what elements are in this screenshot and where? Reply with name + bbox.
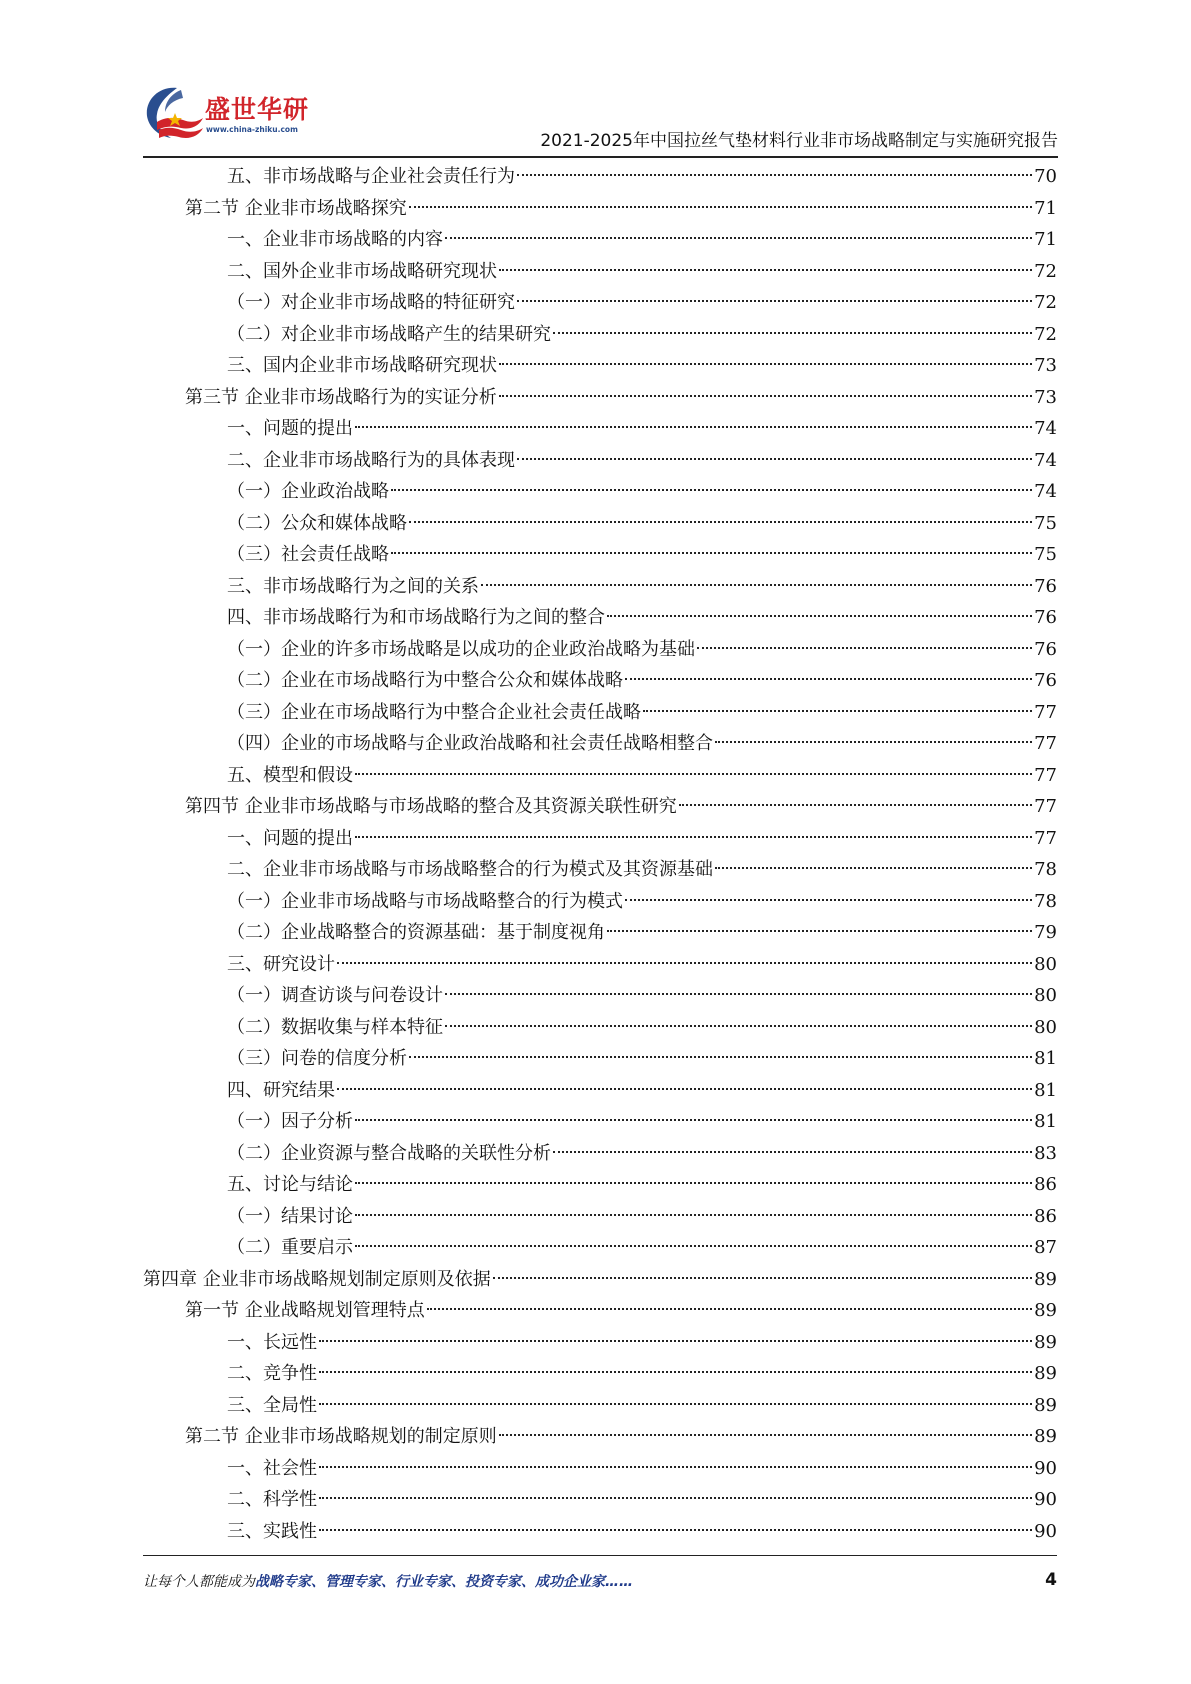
toc-leader-dots bbox=[715, 741, 1032, 743]
toc-entry-page: 80 bbox=[1034, 1016, 1057, 1038]
toc-entry-page: 72 bbox=[1034, 292, 1057, 313]
toc-entry-page: 79 bbox=[1034, 922, 1057, 943]
toc-entry-title: 五、讨论与结论 bbox=[227, 1174, 353, 1195]
toc-entry-page: 74 bbox=[1034, 449, 1057, 471]
toc-entry-title: 五、非市场战略与企业社会责任行为 bbox=[227, 166, 515, 187]
toc-entry[interactable] bbox=[143, 539, 1057, 571]
toc-leader-dots bbox=[499, 363, 1032, 365]
toc-leader-dots bbox=[715, 867, 1032, 869]
toc-leader-dots bbox=[391, 489, 1032, 491]
toc-entry[interactable] bbox=[143, 949, 1057, 981]
toc-entry[interactable] bbox=[143, 1075, 1057, 1107]
logo-swoosh-icon bbox=[143, 82, 207, 144]
toc-entry[interactable] bbox=[143, 980, 1057, 1012]
toc-entry[interactable] bbox=[143, 1453, 1057, 1485]
toc-entry-page: 71 bbox=[1034, 197, 1057, 219]
toc-entry-page: 90 bbox=[1034, 1520, 1057, 1542]
toc-entry-page: 71 bbox=[1034, 229, 1057, 250]
toc-entry-title: （二）数据收集与样本特征 bbox=[227, 1016, 443, 1038]
footer-slogan-prefix: 让每个人都能成为 bbox=[143, 1574, 255, 1590]
toc-entry[interactable] bbox=[143, 382, 1057, 414]
toc-leader-dots bbox=[517, 174, 1032, 176]
toc-leader-dots bbox=[319, 1466, 1032, 1468]
toc-leader-dots bbox=[481, 584, 1032, 586]
toc-entry-title: 三、非市场战略行为之间的关系 bbox=[227, 575, 479, 597]
toc-entry[interactable] bbox=[143, 1138, 1057, 1170]
toc-entry-title: 二、竞争性 bbox=[227, 1363, 317, 1384]
toc-entry-page: 87 bbox=[1034, 1237, 1057, 1258]
toc-entry[interactable] bbox=[143, 256, 1057, 288]
toc-entry-page: 76 bbox=[1034, 638, 1057, 660]
toc-entry[interactable] bbox=[143, 665, 1057, 697]
toc-entry-page: 76 bbox=[1034, 607, 1057, 628]
toc-entry-page: 80 bbox=[1034, 985, 1057, 1006]
toc-entry-page: 86 bbox=[1034, 1205, 1057, 1227]
toc-entry-title: 一、企业非市场战略的内容 bbox=[227, 229, 443, 250]
toc-leader-dots bbox=[319, 1497, 1032, 1499]
toc-leader-dots bbox=[409, 206, 1032, 208]
toc-leader-dots bbox=[499, 269, 1032, 271]
toc-entry-title: （四）企业的市场战略与企业政治战略和社会责任战略相整合 bbox=[227, 733, 713, 754]
footer-slogan bbox=[143, 1571, 633, 1591]
toc-entry-page: 77 bbox=[1034, 733, 1057, 754]
toc-entry[interactable] bbox=[143, 728, 1057, 760]
toc-entry[interactable] bbox=[143, 1012, 1057, 1044]
toc-entry-title: （三）企业在市场战略行为中整合企业社会责任战略 bbox=[227, 701, 641, 723]
toc-entry-title: 四、研究结果 bbox=[227, 1079, 335, 1101]
toc-entry[interactable] bbox=[143, 445, 1057, 477]
company-logo bbox=[143, 82, 313, 146]
toc-leader-dots bbox=[427, 1308, 1032, 1310]
toc-entry-title: 三、全局性 bbox=[227, 1394, 317, 1416]
toc-entry[interactable] bbox=[143, 1390, 1057, 1422]
footer-divider bbox=[143, 1555, 1057, 1556]
toc-entry-title: 三、实践性 bbox=[227, 1520, 317, 1542]
toc-entry-page: 90 bbox=[1034, 1457, 1057, 1479]
toc-entry[interactable] bbox=[143, 1516, 1057, 1548]
toc-entry[interactable] bbox=[143, 697, 1057, 729]
toc-leader-dots bbox=[409, 521, 1032, 523]
logo-url: www.china-zhiku.com bbox=[206, 125, 298, 134]
toc-leader-dots bbox=[625, 678, 1032, 680]
toc-entry[interactable] bbox=[143, 1327, 1057, 1359]
toc-entry-title: （二）对企业非市场战略产生的结果研究 bbox=[227, 323, 551, 345]
toc-entry-page: 81 bbox=[1034, 1079, 1057, 1101]
toc-entry-page: 77 bbox=[1034, 827, 1057, 849]
toc-entry-title: 二、国外企业非市场战略研究现状 bbox=[227, 260, 497, 282]
page-header bbox=[143, 80, 1058, 158]
toc-entry-page: 89 bbox=[1034, 1300, 1057, 1321]
toc-leader-dots bbox=[355, 773, 1032, 775]
toc-entry[interactable] bbox=[143, 508, 1057, 540]
page-footer bbox=[143, 1571, 1057, 1595]
toc-entry[interactable] bbox=[143, 224, 1057, 256]
toc-entry-page: 75 bbox=[1034, 544, 1057, 565]
toc-entry[interactable] bbox=[143, 886, 1057, 918]
toc-leader-dots bbox=[697, 647, 1032, 649]
toc-entry[interactable] bbox=[143, 413, 1057, 445]
toc-entry[interactable] bbox=[143, 1169, 1057, 1201]
toc-leader-dots bbox=[319, 1529, 1032, 1531]
toc-entry-title: 一、问题的提出 bbox=[227, 827, 353, 849]
toc-entry-title: （一）调查访谈与问卷设计 bbox=[227, 985, 443, 1006]
toc-entry-title: 五、模型和假设 bbox=[227, 764, 353, 786]
toc-entry-page: 76 bbox=[1034, 575, 1057, 597]
toc-entry-title: 三、研究设计 bbox=[227, 953, 335, 975]
footer-slogan-highlight: 战略专家、管理专家、行业专家、投资专家、成功企业家…… bbox=[255, 1574, 633, 1590]
toc-entry[interactable] bbox=[143, 634, 1057, 666]
toc-entry-page: 81 bbox=[1034, 1111, 1057, 1132]
toc-leader-dots bbox=[493, 1277, 1032, 1279]
toc-leader-dots bbox=[355, 1214, 1032, 1216]
logo-name: 盛世华研 bbox=[205, 95, 310, 124]
toc-leader-dots bbox=[355, 426, 1032, 428]
toc-entry-page: 89 bbox=[1034, 1331, 1057, 1353]
toc-leader-dots bbox=[409, 1056, 1032, 1058]
toc-leader-dots bbox=[553, 1151, 1032, 1153]
toc-entry-title: （一）企业的许多市场战略是以成功的企业政治战略为基础 bbox=[227, 638, 695, 660]
toc-entry-title: 第四章 企业非市场战略规划制定原则及依据 bbox=[143, 1268, 491, 1290]
toc-entry-title: （一）因子分析 bbox=[227, 1111, 353, 1132]
toc-entry-page: 80 bbox=[1034, 953, 1057, 975]
toc-entry-title: 四、非市场战略行为和市场战略行为之间的整合 bbox=[227, 607, 605, 628]
toc-entry-page: 70 bbox=[1034, 166, 1057, 187]
toc-leader-dots bbox=[643, 710, 1032, 712]
toc-entry-page: 89 bbox=[1034, 1394, 1057, 1416]
toc-entry-page: 78 bbox=[1034, 859, 1057, 880]
report-title: 2021-2025年中国拉丝气垫材料行业非市场战略制定与实施研究报告 bbox=[540, 131, 1058, 151]
toc-leader-dots bbox=[553, 332, 1032, 334]
toc-leader-dots bbox=[337, 1088, 1032, 1090]
toc-entry-title: （二）重要启示 bbox=[227, 1237, 353, 1258]
toc-leader-dots bbox=[355, 1182, 1032, 1184]
toc-leader-dots bbox=[337, 962, 1032, 964]
toc-entry-page: 74 bbox=[1034, 418, 1057, 439]
toc-entry-page: 81 bbox=[1034, 1048, 1057, 1069]
toc-entry-title: 第二节 企业非市场战略规划的制定原则 bbox=[185, 1426, 497, 1447]
toc-entry-title: （一）企业非市场战略与市场战略整合的行为模式 bbox=[227, 890, 623, 912]
toc-entry-page: 76 bbox=[1034, 670, 1057, 691]
toc-entry-title: 二、企业非市场战略与市场战略整合的行为模式及其资源基础 bbox=[227, 859, 713, 880]
toc-entry-page: 86 bbox=[1034, 1174, 1057, 1195]
toc-leader-dots bbox=[517, 300, 1032, 302]
toc-entry-title: （二）公众和媒体战略 bbox=[227, 512, 407, 534]
toc-entry-title: （一）对企业非市场战略的特征研究 bbox=[227, 292, 515, 313]
toc-entry-title: 一、社会性 bbox=[227, 1457, 317, 1479]
toc-entry-page: 74 bbox=[1034, 481, 1057, 502]
toc-entry-title: 三、国内企业非市场战略研究现状 bbox=[227, 355, 497, 376]
toc-leader-dots bbox=[355, 1119, 1032, 1121]
toc-leader-dots bbox=[319, 1403, 1032, 1405]
toc-entry[interactable] bbox=[143, 1043, 1057, 1075]
toc-entry[interactable] bbox=[143, 1232, 1057, 1264]
toc-entry[interactable] bbox=[143, 476, 1057, 508]
toc-entry[interactable] bbox=[143, 1264, 1057, 1296]
toc-entry-page: 89 bbox=[1034, 1363, 1057, 1384]
toc-entry[interactable] bbox=[143, 287, 1057, 319]
toc-entry-title: （一）企业政治战略 bbox=[227, 481, 389, 502]
toc-entry-title: 第一节 企业战略规划管理特点 bbox=[185, 1300, 425, 1321]
toc-leader-dots bbox=[499, 395, 1032, 397]
toc-leader-dots bbox=[679, 804, 1032, 806]
toc-entry[interactable] bbox=[143, 350, 1057, 382]
toc-entry[interactable] bbox=[143, 1421, 1057, 1453]
toc-leader-dots bbox=[445, 993, 1032, 995]
table-of-contents bbox=[143, 161, 1057, 1547]
toc-entry-page: 90 bbox=[1034, 1489, 1057, 1510]
toc-entry-page: 73 bbox=[1034, 386, 1057, 408]
toc-leader-dots bbox=[319, 1340, 1032, 1342]
toc-leader-dots bbox=[355, 1245, 1032, 1247]
toc-entry-page: 78 bbox=[1034, 890, 1057, 912]
toc-entry[interactable] bbox=[143, 193, 1057, 225]
toc-entry-title: 一、问题的提出 bbox=[227, 418, 353, 439]
toc-entry-title: 第三节 企业非市场战略行为的实证分析 bbox=[185, 386, 497, 408]
toc-leader-dots bbox=[445, 1025, 1032, 1027]
toc-entry-title: 二、科学性 bbox=[227, 1489, 317, 1510]
toc-entry-title: （三）社会责任战略 bbox=[227, 544, 389, 565]
toc-leader-dots bbox=[517, 458, 1032, 460]
toc-leader-dots bbox=[625, 899, 1032, 901]
toc-entry[interactable] bbox=[143, 602, 1057, 634]
toc-leader-dots bbox=[319, 1371, 1032, 1373]
toc-entry-title: 第二节 企业非市场战略探究 bbox=[185, 197, 407, 219]
toc-entry-title: 第四节 企业非市场战略与市场战略的整合及其资源关联性研究 bbox=[185, 796, 677, 817]
toc-entry-title: （二）企业资源与整合战略的关联性分析 bbox=[227, 1142, 551, 1164]
header-divider bbox=[143, 156, 1058, 158]
toc-leader-dots bbox=[391, 552, 1032, 554]
toc-entry[interactable] bbox=[143, 854, 1057, 886]
toc-entry-title: （三）问卷的信度分析 bbox=[227, 1048, 407, 1069]
toc-entry[interactable] bbox=[143, 1484, 1057, 1516]
toc-entry[interactable] bbox=[143, 571, 1057, 603]
toc-entry[interactable] bbox=[143, 760, 1057, 792]
toc-entry-page: 83 bbox=[1034, 1142, 1057, 1164]
toc-entry[interactable] bbox=[143, 791, 1057, 823]
toc-leader-dots bbox=[499, 1434, 1032, 1436]
toc-entry-page: 77 bbox=[1034, 764, 1057, 786]
toc-entry-page: 75 bbox=[1034, 512, 1057, 534]
toc-entry-page: 73 bbox=[1034, 355, 1057, 376]
toc-entry-title: （一）结果讨论 bbox=[227, 1205, 353, 1227]
toc-entry-title: 一、长远性 bbox=[227, 1331, 317, 1353]
toc-entry-title: （二）企业在市场战略行为中整合公众和媒体战略 bbox=[227, 670, 623, 691]
toc-entry-page: 72 bbox=[1034, 260, 1057, 282]
toc-entry[interactable] bbox=[143, 1295, 1057, 1327]
toc-entry-page: 77 bbox=[1034, 701, 1057, 723]
toc-leader-dots bbox=[355, 836, 1032, 838]
toc-entry[interactable] bbox=[143, 1201, 1057, 1233]
toc-entry[interactable] bbox=[143, 1358, 1057, 1390]
toc-entry-page: 72 bbox=[1034, 323, 1057, 345]
toc-entry[interactable] bbox=[143, 1106, 1057, 1138]
toc-leader-dots bbox=[445, 237, 1032, 239]
toc-entry[interactable] bbox=[143, 319, 1057, 351]
toc-entry-page: 89 bbox=[1034, 1268, 1057, 1290]
toc-entry-title: （二）企业战略整合的资源基础：基于制度视角 bbox=[227, 922, 605, 943]
toc-entry-title: 二、企业非市场战略行为的具体表现 bbox=[227, 449, 515, 471]
page-number: 4 bbox=[1045, 1570, 1057, 1590]
toc-entry[interactable] bbox=[143, 161, 1057, 193]
toc-leader-dots bbox=[607, 930, 1032, 932]
toc-entry[interactable] bbox=[143, 823, 1057, 855]
toc-entry[interactable] bbox=[143, 917, 1057, 949]
toc-entry-page: 89 bbox=[1034, 1426, 1057, 1447]
toc-leader-dots bbox=[607, 615, 1032, 617]
toc-entry-page: 77 bbox=[1034, 796, 1057, 817]
